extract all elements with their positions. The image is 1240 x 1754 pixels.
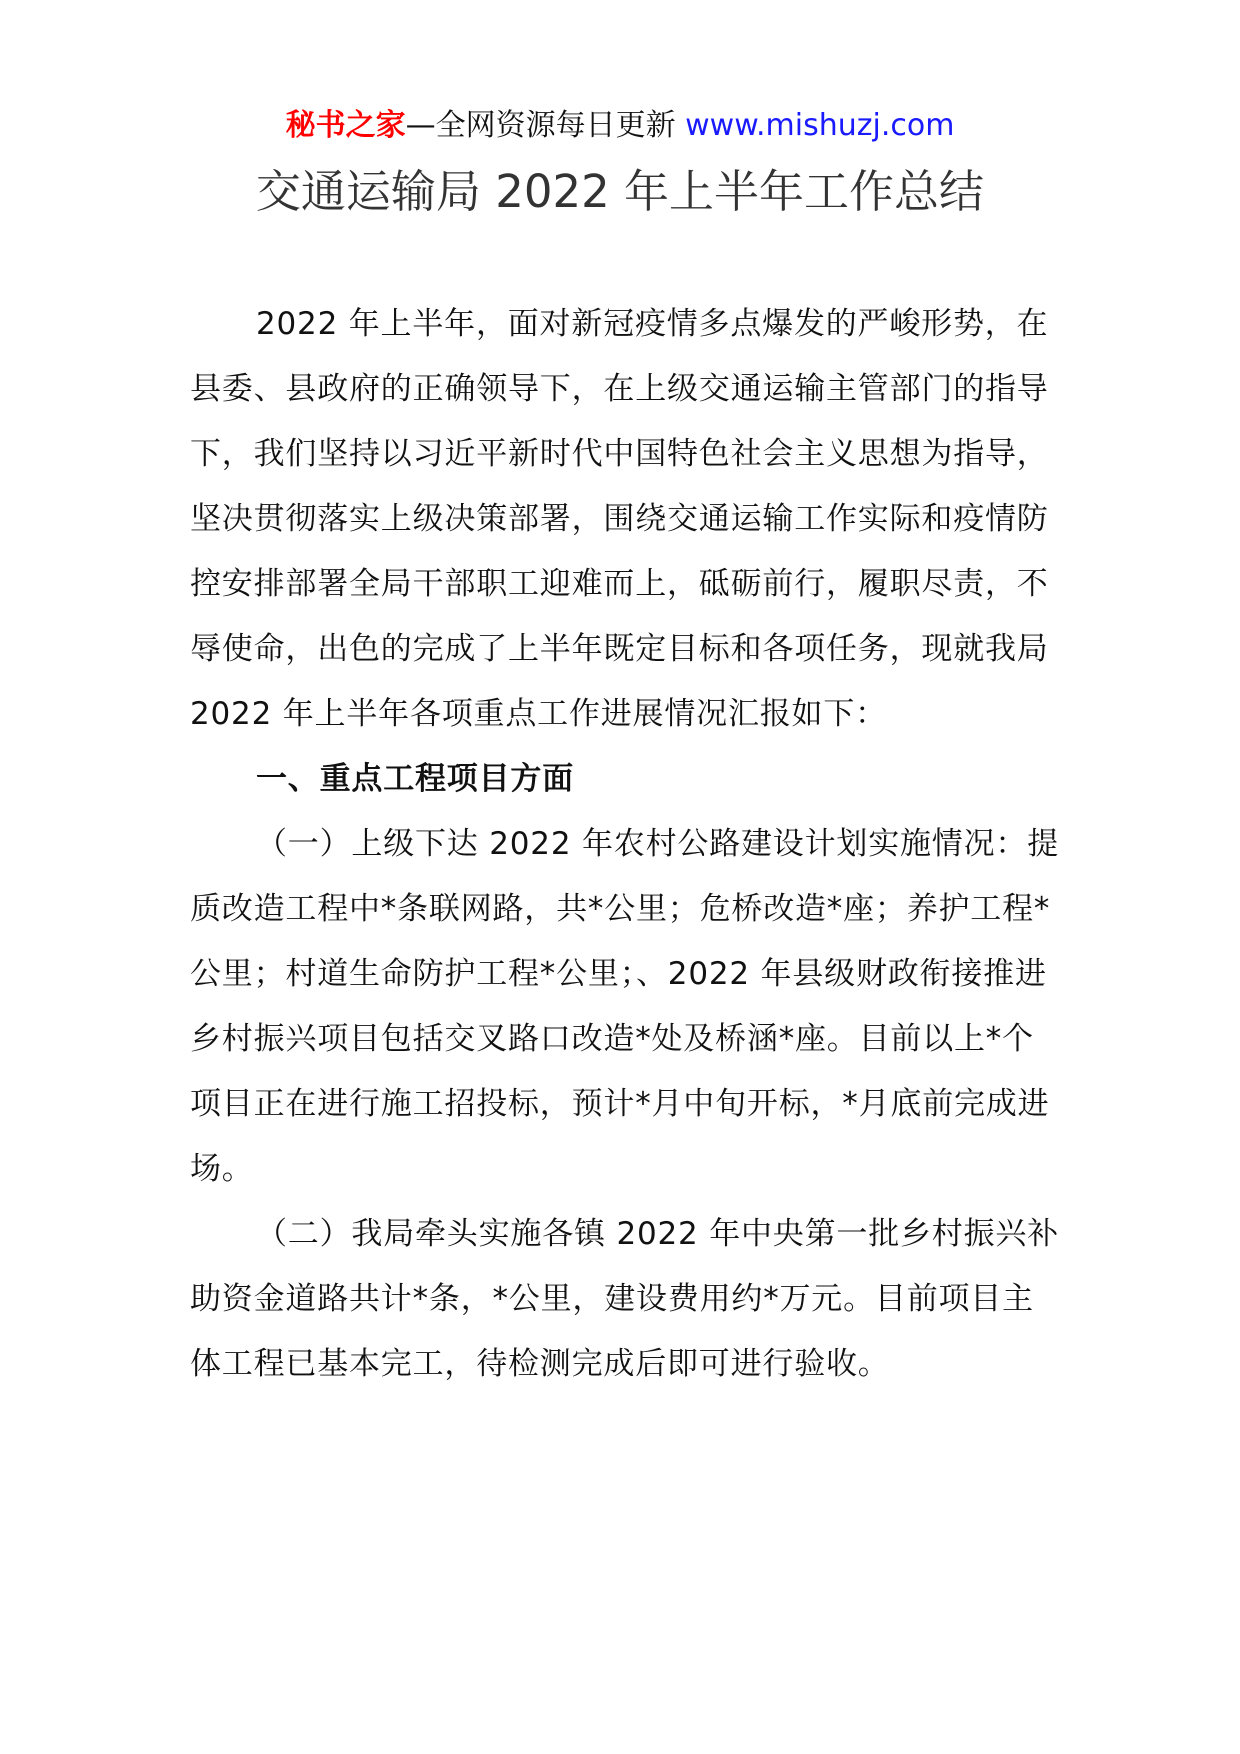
header-slogan: —全网资源每日更新 [405, 108, 676, 143]
brand-name: 秘书之家 [285, 108, 406, 143]
section-paragraph-1: （一）上级下达 2022 年农村公路建设计划实施情况：提质改造工程中*条联网路，共*公里；危桥改造*座；养护工程*公里；村道生命防护工程*公里；、2022 年县级财政衔接推进乡村振兴项目包括交叉路口改造*处及桥涵*座。目前以上*个项目正在进行施工招投标，预计*月中旬开标，*月底前完成进场。 [190, 826, 1059, 1187]
document-body [190, 292, 1060, 1397]
website-link[interactable]: www.mishuzj.com [685, 108, 955, 143]
intro-paragraph: 2022 年上半年，面对新冠疫情多点爆发的严峻形势，在县委、县政府的正确领导下，在上级交通运输主管部门的指导下，我们坚持以习近平新时代中国特色社会主义思想为指导，坚决贯彻落实上级决策部署，围绕交通运输工作实际和疫情防控安排部署全局干部职工迎难而上，砥砺前行，履职尽责，不辱使命，出色的完成了上半年既定目标和各项任务，现就我局 2022 年上半年各项重点工作进展情况汇报如下： [190, 306, 1049, 732]
document-title: 交通运输局 2022 年上半年工作总结 [255, 165, 985, 218]
section-heading: 一、重点工程项目方面 [256, 761, 574, 797]
section-paragraph-2: （二）我局牵头实施各镇 2022 年中央第一批乡村振兴补助资金道路共计*条，*公里，建设费用约*万元。目前项目主体工程已基本完工，待检测完成后即可进行验收。 [190, 1216, 1059, 1382]
header-banner [0, 104, 1240, 148]
